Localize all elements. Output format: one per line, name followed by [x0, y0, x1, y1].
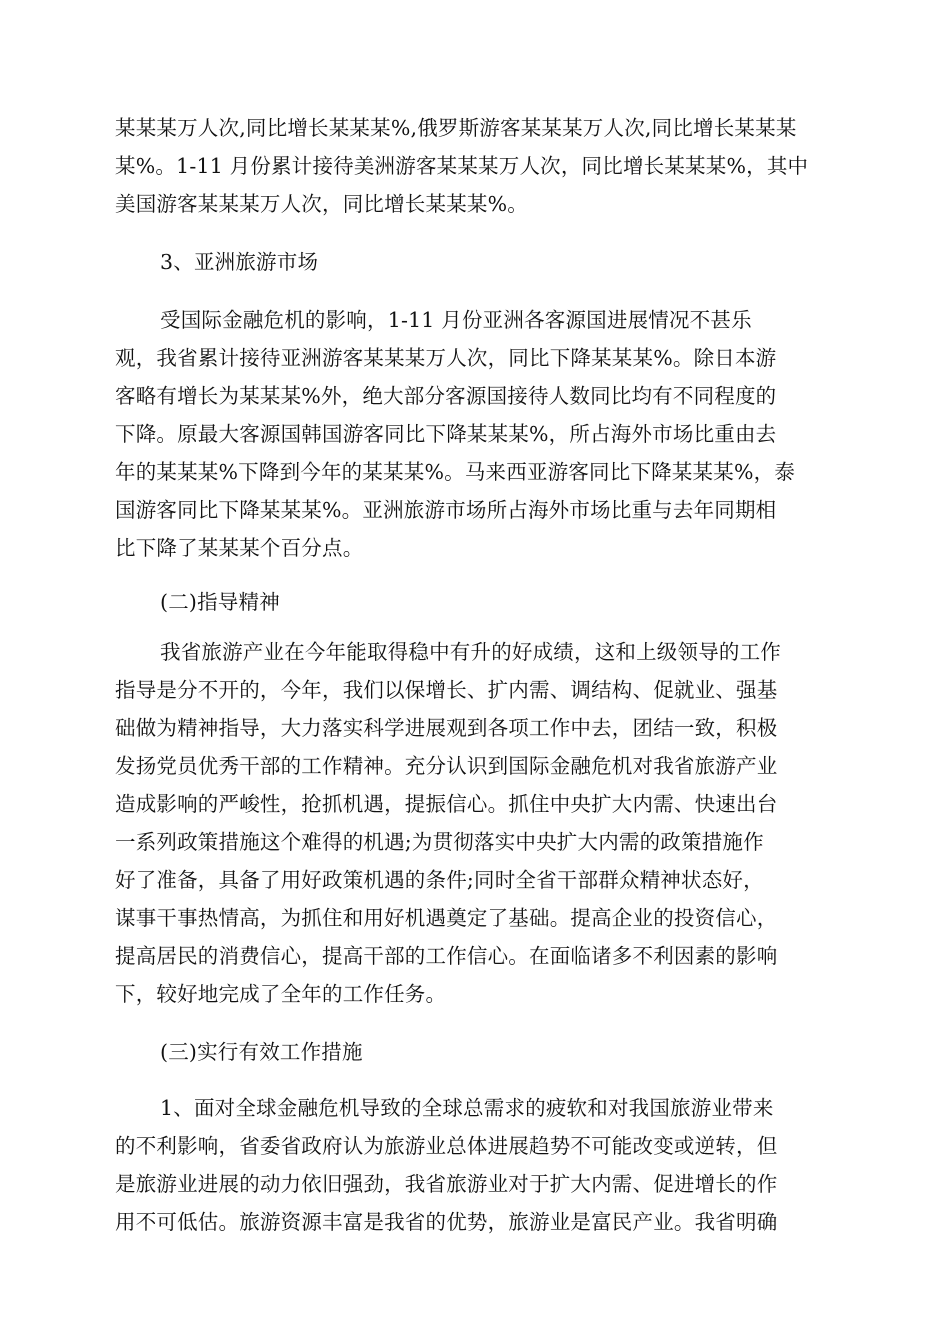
text-line: 一系列政策措施这个难得的机遇;为贯彻落实中央扩大内需的政策措施作	[115, 830, 764, 854]
section-heading: 3、亚洲旅游市场	[160, 250, 319, 274]
text-line: 指导是分不开的，今年，我们以保增长、扩内需、调结构、促就业、强基	[115, 678, 778, 702]
text-line: 发扬党员优秀干部的工作精神。充分认识到国际金融危机对我省旅游产业	[115, 754, 778, 778]
text-line: 提高居民的消费信心，提高干部的工作信心。在面临诸多不利因素的影响	[115, 944, 778, 968]
text-line: 础做为精神指导，大力落实科学进展观到各项工作中去，团结一致，积极	[115, 716, 778, 740]
text-line: 某某某万人次,同比增长某某某%,俄罗斯游客某某某万人次,同比增长某某某	[115, 116, 797, 140]
text-line: 国游客同比下降某某某%。亚洲旅游市场所占海外市场比重与去年同期相	[115, 498, 777, 522]
text-line: 谋事干事热情高，为抓住和用好机遇奠定了基础。提高企业的投资信心，	[115, 906, 778, 930]
text-line: 用不可低估。旅游资源丰富是我省的优势，旅游业是富民产业。我省明确	[115, 1210, 778, 1234]
text-line: 受国际金融危机的影响，1-11 月份亚洲各客源国进展情况不甚乐	[160, 308, 752, 332]
text-line: 下降。原最大客源国韩国游客同比下降某某某%，所占海外市场比重由去	[115, 422, 777, 446]
section-heading: (二)指导精神	[160, 590, 280, 614]
section-heading: (三)实行有效工作措施	[160, 1040, 363, 1064]
text-line: 造成影响的严峻性，抢抓机遇，提振信心。抓住中央扩大内需、快速出台	[115, 792, 778, 816]
text-line: 客略有增长为某某某%外，绝大部分客源国接待人数同比均有不同程度的	[115, 384, 777, 408]
text-line: 下，较好地完成了全年的工作任务。	[115, 982, 447, 1006]
text-line: 我省旅游产业在今年能取得稳中有升的好成绩，这和上级领导的工作	[160, 640, 781, 664]
text-line: 某%。1-11 月份累计接待美洲游客某某某万人次，同比增长某某某%，其中	[115, 154, 809, 178]
text-line: 好了准备，具备了用好政策机遇的条件;同时全省干部群众精神状态好，	[115, 868, 764, 892]
text-line: 1、面对全球金融危机导致的全球总需求的疲软和对我国旅游业带来	[160, 1096, 774, 1120]
text-line: 的不利影响，省委省政府认为旅游业总体进展趋势不可能改变或逆转，但	[115, 1134, 778, 1158]
text-line: 是旅游业进展的动力依旧强劲，我省旅游业对于扩大内需、促进增长的作	[115, 1172, 778, 1196]
text-line: 年的某某某%下降到今年的某某某%。马来西亚游客同比下降某某某%，泰	[115, 460, 796, 484]
text-line: 观，我省累计接待亚洲游客某某某万人次，同比下降某某某%。除日本游	[115, 346, 777, 370]
text-line: 美国游客某某某万人次，同比增长某某某%。	[115, 192, 528, 216]
text-line: 比下降了某某某个百分点。	[115, 536, 364, 560]
